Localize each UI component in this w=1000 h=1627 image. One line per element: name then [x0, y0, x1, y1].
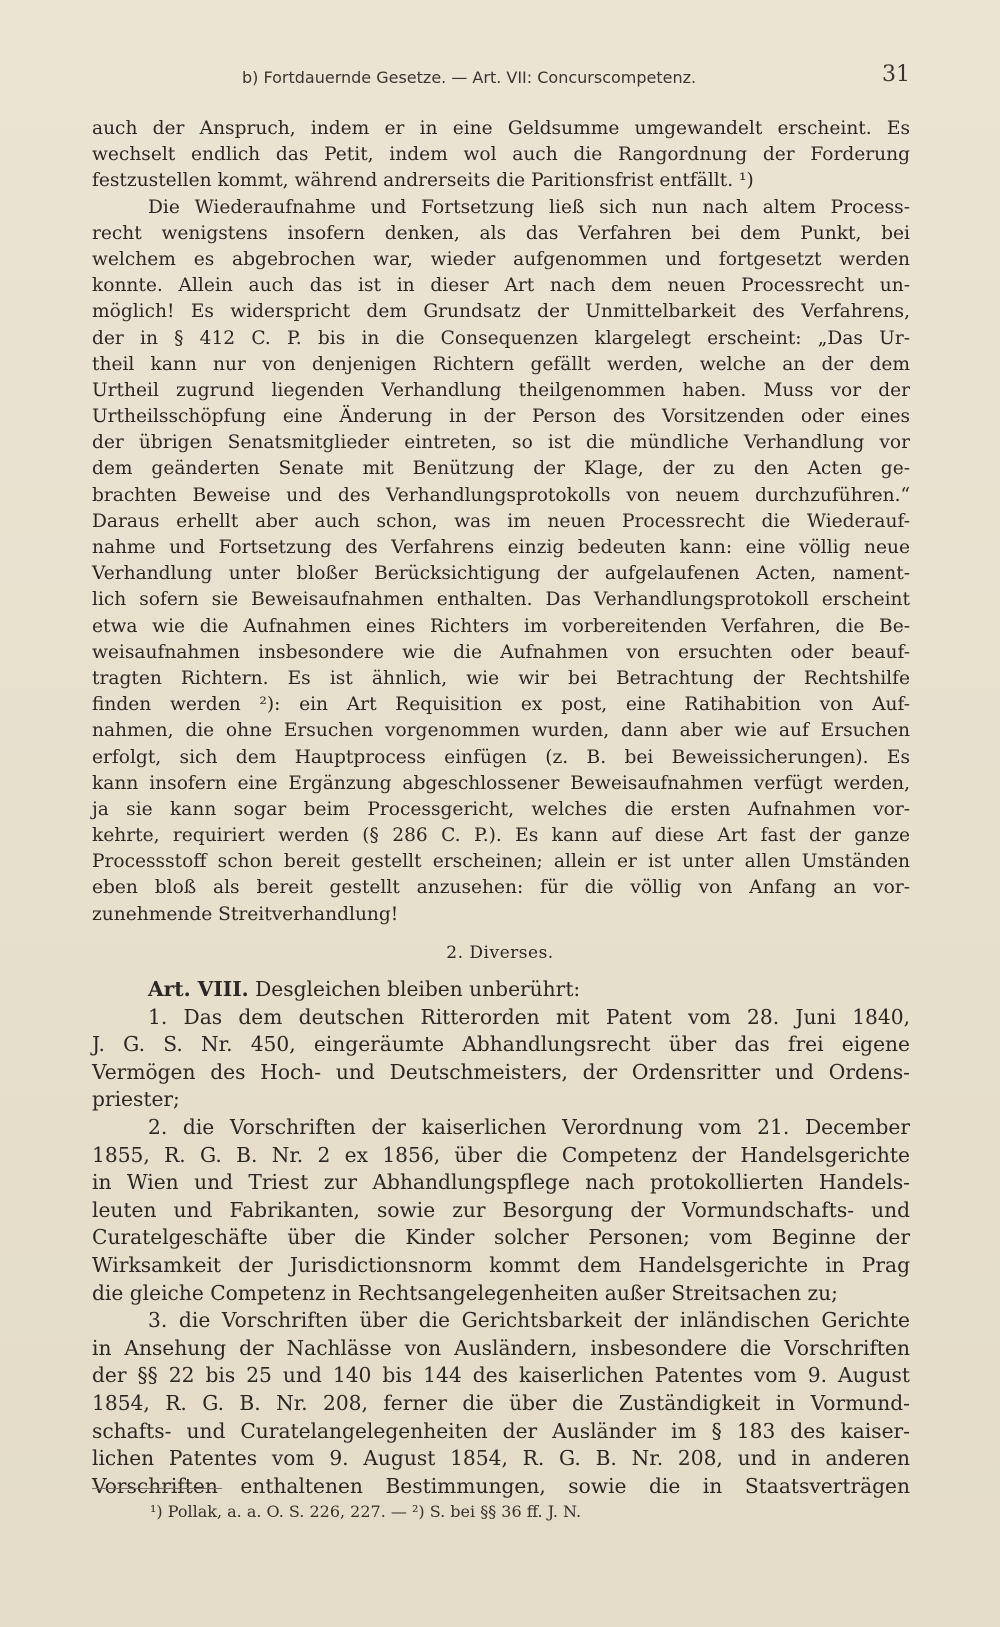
section-heading: 2. Diverses.	[446, 943, 554, 963]
body-line: möglich! Es widerspricht dem Grundsatz der Unmittelbarkeit des Verfahrens,	[92, 301, 910, 323]
footnote: ¹) Pollak, a. a. O. S. 226, 227. — ²) S. bei §§ 36 ff. J. N.	[150, 1502, 582, 1521]
body-line: finden werden ²): ein Art Requisition ex post, eine Ratihabition von Auf-	[92, 694, 910, 716]
body-line: der übrigen Senatsmitglieder eintreten, so ist die mündliche Verhandlung vor	[92, 432, 910, 454]
body-line: theil kann nur von denjenigen Richtern gefällt werden, welche an der dem	[92, 353, 910, 375]
body-line: Urtheil zugrund liegenden Verhandlung theilgenommen haben. Muss vor der	[92, 379, 910, 401]
body-line: Processstoff schon bereit gestellt erscheinen; allein er ist unter allen Umständen	[92, 851, 910, 873]
body-line: recht wenigstens insofern denken, als das Verfahren bei dem Punkt, bei	[92, 222, 910, 244]
article-text	[92, 976, 910, 1500]
body-line: welchem es abgebrochen war, wieder aufgenommen und fortgesetzt werden	[92, 248, 910, 270]
body-line: zunehmende Streitverhandlung!	[92, 903, 399, 925]
article-heading-line	[92, 976, 910, 1004]
article-line: 1854, R. G. B. Nr. 208, ferner die über die Zuständigkeit in Vormund-	[92, 1390, 910, 1415]
article-line: leuten und Fabrikanten, sowie zur Besorgung der Vormundschafts- und	[92, 1197, 910, 1222]
article-line: die gleiche Competenz in Rechtsangelegenheiten außer Streitsachen zu;	[92, 1280, 838, 1305]
article-line: in Wien und Triest zur Abhandlungspflege nach protokollierten Handels-	[92, 1170, 910, 1195]
body-line: Verhandlung unter bloßer Berücksichtigung der aufgelaufenen Acten, nament-	[92, 563, 910, 585]
body-line: konnte. Allein auch das ist in dieser Art nach dem neuen Processrecht un-	[92, 275, 910, 297]
article-intro: Desgleichen bleiben unberührt:	[255, 977, 581, 1001]
article-line: schafts- und Curatelangelegenheiten der Ausländer im § 183 des kaiser-	[92, 1418, 910, 1443]
body-line: tragten Richtern. Es ist ähnlich, wie wir bei Betrachtung der Rechtshilfe	[92, 667, 910, 689]
body-line: nahmen, die ohne Ersuchen vorgenommen wurden, dann aber wie auf Ersuchen	[92, 720, 910, 742]
body-line: dem geänderten Senate mit Benützung der Klage, der zu den Acten ge-	[92, 458, 910, 480]
article-line: 2. die Vorschriften der kaiserlichen Verordnung vom 21. December	[148, 1114, 910, 1139]
body-line: Daraus erhellt aber auch schon, was im neuen Processrecht die Wiederauf-	[92, 510, 910, 532]
body-line: auch der Anspruch, indem er in eine Geldsumme umgewandelt erscheint. Es	[92, 118, 910, 139]
running-title: b) Fortdauernde Gesetze. — Art. VII: Concurscompetenz.	[242, 68, 697, 87]
body-line: nahme und Fortsetzung des Verfahrens einzig bedeuten kann: eine völlig neue	[92, 537, 910, 558]
body-line: ja sie kann sogar beim Processgericht, welches die ersten Aufnahmen vor-	[92, 798, 910, 820]
article-line: Vermögen des Hoch- und Deutschmeisters, der Ordensritter und Ordens-	[92, 1059, 910, 1084]
footnote-divider	[92, 1488, 222, 1489]
article-label: Art. VIII.	[148, 977, 249, 1001]
article-line: priester;	[92, 1087, 180, 1112]
body-line: kehrte, requiriert werden (§ 286 C. P.). Es kann auf diese Art fast der ganze	[92, 825, 910, 847]
body-line: etwa wie die Aufnahmen eines Richters im vorbereitenden Verfahren, die Be-	[92, 615, 910, 637]
article-line: Vorschriften enthaltenen Bestimmungen, sowie die in Staatsverträgen	[92, 1473, 910, 1498]
article-line: 1855, R. G. B. Nr. 2 ex 1856, über die Competenz der Handelsgerichte	[92, 1142, 910, 1167]
body-text	[92, 116, 910, 928]
body-line: kann insofern eine Ergänzung abgeschlossener Beweisaufnahmen verfügt werden,	[92, 772, 910, 794]
article-line: in Ansehung der Nachlässe von Ausländern, insbesondere die Vorschriften	[92, 1335, 910, 1360]
article-line: Wirksamkeit der Jurisdictionsnorm kommt dem Handelsgerichte in Prag	[92, 1252, 910, 1277]
body-line: eben bloß als bereit gestellt anzusehen: für die völlig von Anfang an vor-	[92, 877, 910, 899]
page-number: 31	[882, 62, 910, 87]
body-line: wechselt endlich das Petit, indem wol auch die Rangordnung der Forderung	[92, 144, 910, 166]
body-line: erfolgt, sich dem Hauptprocess einfügen (z. B. bei Beweissicherungen). Es	[92, 746, 910, 768]
body-line: weisaufnahmen insbesondere wie die Aufnahmen von ersuchten oder beauf-	[92, 641, 910, 663]
body-line: lich sofern sie Beweisaufnahmen enthalten. Das Verhandlungsprotokoll erscheint	[92, 589, 910, 611]
body-line: Die Wiederaufnahme und Fortsetzung ließ sich nun nach altem Process-	[148, 196, 910, 218]
body-line: brachten Beweise und des Verhandlungsprotokolls von neuem durchzuführen.“	[92, 484, 910, 506]
body-line: Urtheilsschöpfung eine Änderung in der Person des Vorsitzenden oder eines	[92, 406, 910, 428]
body-line: der in § 412 C. P. bis in die Consequenzen klargelegt erscheint: „Das Ur-	[92, 327, 910, 349]
article-line: Curatelgeschäfte über die Kinder solcher Personen; vom Beginne der	[92, 1225, 910, 1250]
article-line: lichen Patentes vom 9. August 1854, R. G. B. Nr. 208, und in anderen	[92, 1446, 910, 1471]
article-line: der §§ 22 bis 25 und 140 bis 144 des kaiserlichen Patentes vom 9. August	[92, 1363, 910, 1388]
article-line: 3. die Vorschriften über die Gerichtsbarkeit der inländischen Gerichte	[148, 1308, 910, 1333]
body-line: festzustellen kommt, während andrerseits die Paritionsfrist entfällt. ¹)	[92, 170, 754, 192]
article-line: J. G. S. Nr. 450, eingeräumte Abhandlungsrecht über das frei eigene	[92, 1032, 910, 1057]
article-line: 1. Das dem deutschen Ritterorden mit Patent vom 28. Juni 1840,	[148, 1004, 910, 1029]
page-header	[92, 62, 910, 92]
